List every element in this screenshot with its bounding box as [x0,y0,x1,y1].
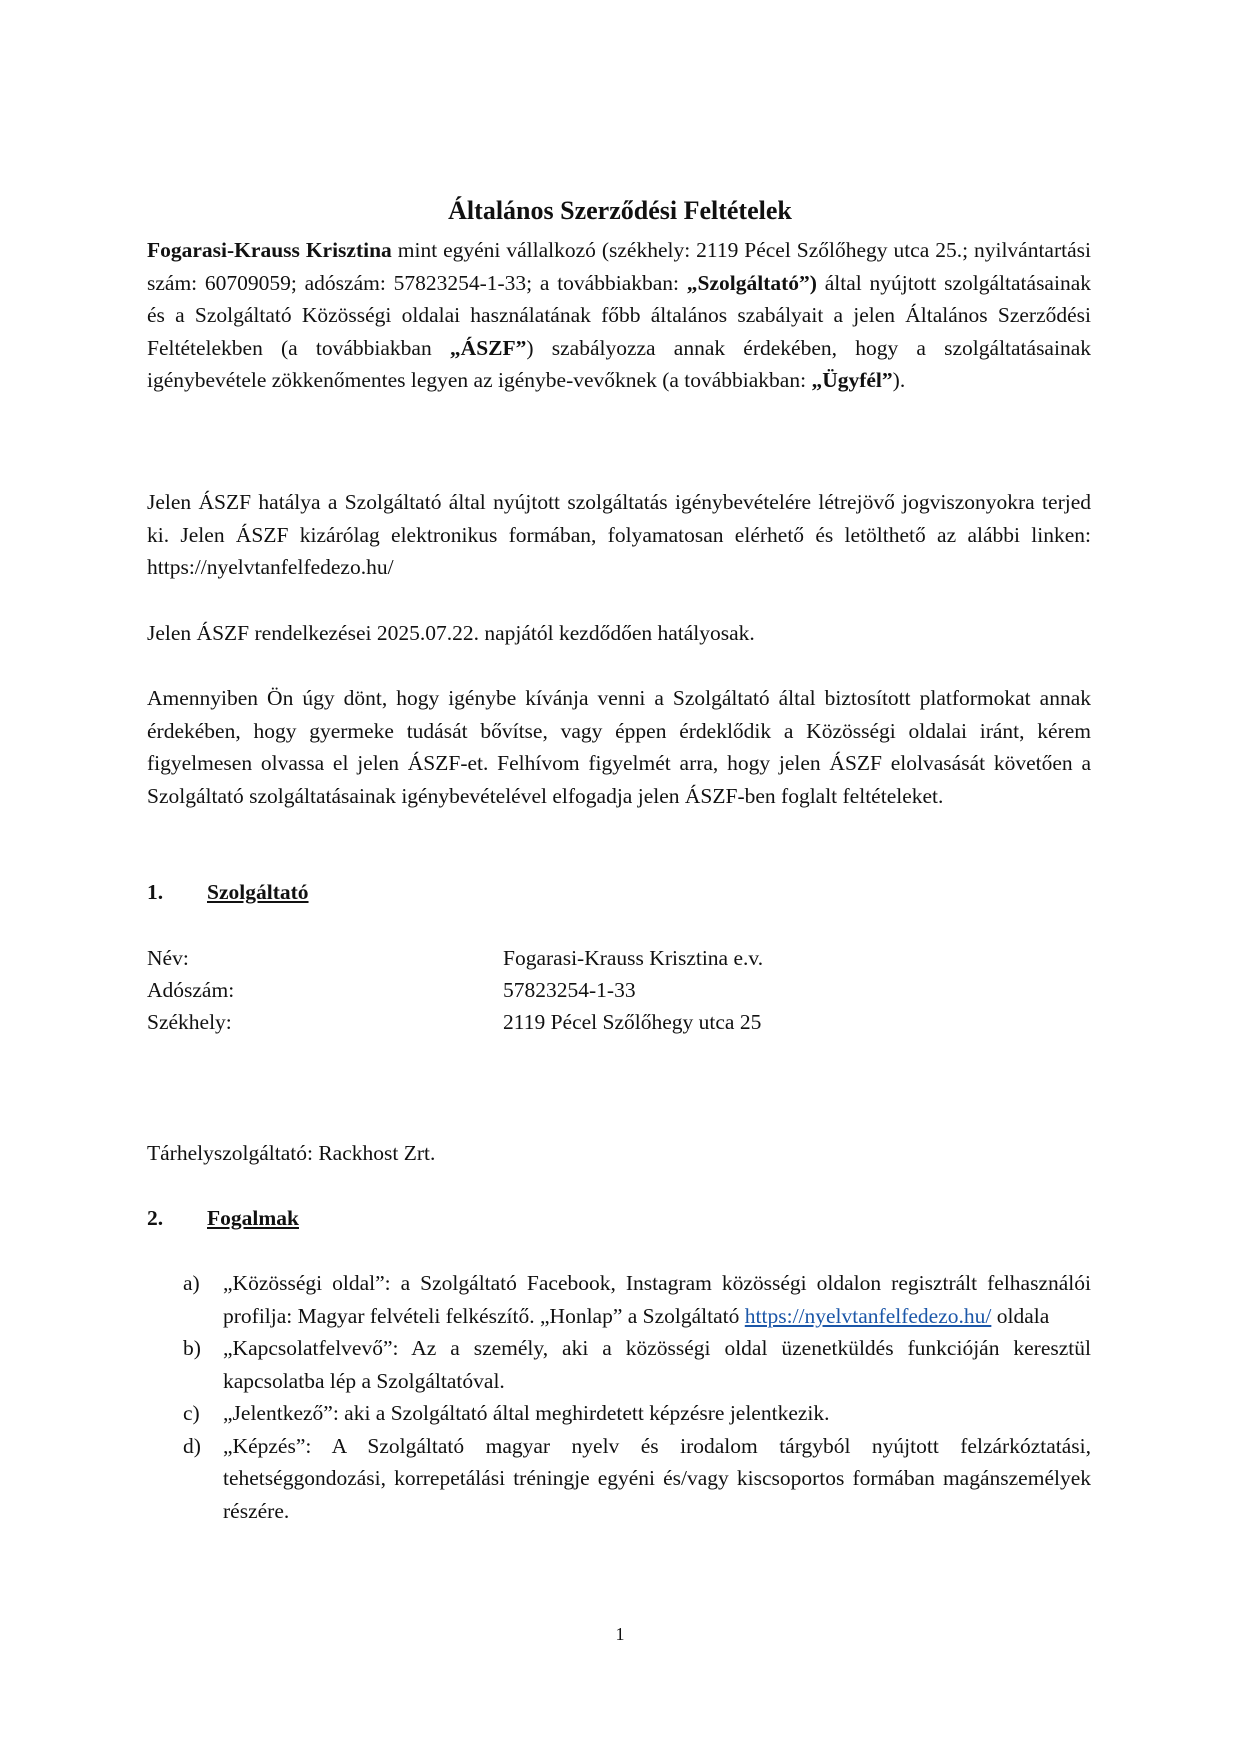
intro-bold-1: „Szolgáltató”) [686,270,817,295]
detail-value: 2119 Pécel Szőlőhegy utca 25 [503,1010,762,1034]
intro-text-3: ) szabályozza annak érdekében, hogy a szolgáltatásainak igénybevétele zökkenőmentes legyen az igénybe-vevőknek (a továbbiakban: [147,335,1091,392]
section-2-title: Fogalmak [207,1206,299,1230]
provider-detail-row [147,942,1091,974]
scope-paragraph: Jelen ÁSZF hatálya a Szolgáltató által nyújtott szolgáltatás igénybevételére létrejövő jogviszonyokra terjed ki. Jelen ÁSZF kizárólag elektronikus formában, folyamatosan elérhető és letölthető az alábbi linken: https://nyelvtanfelfedezo.hu/ [147,490,1091,579]
list-item-text: „Kapcsolatfelvevő”: Az a személy, aki a közösségi oldal üzenetküldés funkcióján keresztül kapcsolatba lép a Szolgáltatóval. [223,1336,1091,1393]
intro-text-1: mint egyéni vállalkozó (székhely: 2119 Pécel Szőlőhegy utca 25.; nyilvántartási szám: 60709059; adószám: 57823254-1-33; a továbbiakban: [147,238,1091,295]
provider-name: Fogarasi-Krauss Krisztina [147,238,392,262]
section-2-heading [147,1202,299,1234]
document-title: Általános Szerződési Feltételek [448,196,792,225]
intro-paragraph [147,234,1091,397]
intro-text-2: által nyújtott szolgáltatásainak és a Szolgáltató Közösségi oldalai használatának főbb általános szabályait a jelen Általános Szerződési Feltételekben (a továbbiakban [147,270,1091,360]
list-item [147,1267,1091,1332]
website-link[interactable]: https://nyelvtanfelfedezo.hu/ [744,1303,992,1328]
section-2-number: 2. [147,1206,164,1230]
acceptance-paragraph: Amennyiben Ön úgy dönt, hogy igénybe kívánja venni a Szolgáltató által biztosított platformokat annak érdekében, hogy gyermeke tudását bővítse, vagy éppen érdeklődik a Közösségi oldalai iránt, kérem figyelmesen olvassa el jelen ÁSZF-et. Felhívom figyelmét arra, hogy jelen ÁSZF elolvasását követően a Szolgáltató szolgáltatásainak igénybevételével elfogadja jelen ÁSZF-ben foglalt feltételeket. [147,686,1091,808]
section-1-number: 1. [147,880,164,904]
detail-key: Székhely: [147,1010,232,1034]
detail-value: Fogarasi-Krauss Krisztina e.v. [503,946,764,970]
list-marker: d) [183,1433,201,1458]
list-item [147,1332,1091,1397]
list-marker: c) [183,1401,200,1425]
section-1-heading [147,876,309,908]
list-item-text: „Képzés”: A Szolgáltató magyar nyelv és irodalom tárgyból nyújtott felzárkóztatási, tehetséggondozási, korrepetálási tréningje egyéni és/vagy kiscsoportos formában magánszemélyek részére. [223,1433,1091,1523]
provider-details [147,942,1091,1038]
detail-key: Adószám: [147,978,235,1002]
definitions-list [147,1267,1091,1527]
intro-bold-2: „ÁSZF” [449,335,527,360]
list-item-text: „Közösségi oldal”: a Szolgáltató Facebook, Instagram közösségi oldalon regisztrált felhasználói profilja: Magyar felvételi felkészítő. „Honlap” a Szolgáltató https://nyelvtanfelfedezo.hu/ oldala [223,1271,1091,1328]
intro-bold-3: „Ügyfél” [811,368,893,392]
list-marker: b) [183,1336,201,1360]
hosting-provider: Tárhelyszolgáltató: Rackhost Zrt. [147,1141,436,1165]
provider-detail-row [147,1006,1091,1038]
section-1-title: Szolgáltató [207,880,309,904]
provider-detail-row [147,974,1091,1006]
list-marker: a) [183,1271,200,1295]
intro-text-4: ). [892,368,906,392]
page-number: 1 [615,1624,625,1644]
list-item-text: „Jelentkező”: aki a Szolgáltató által meghirdetett képzésre jelentkezik. [223,1401,830,1425]
effective-date-paragraph: Jelen ÁSZF rendelkezései 2025.07.22. napjától kezdődően hatályosak. [147,621,755,645]
detail-value: 57823254-1-33 [503,978,636,1002]
list-item [147,1397,1091,1430]
detail-key: Név: [147,946,189,970]
list-item [147,1430,1091,1528]
